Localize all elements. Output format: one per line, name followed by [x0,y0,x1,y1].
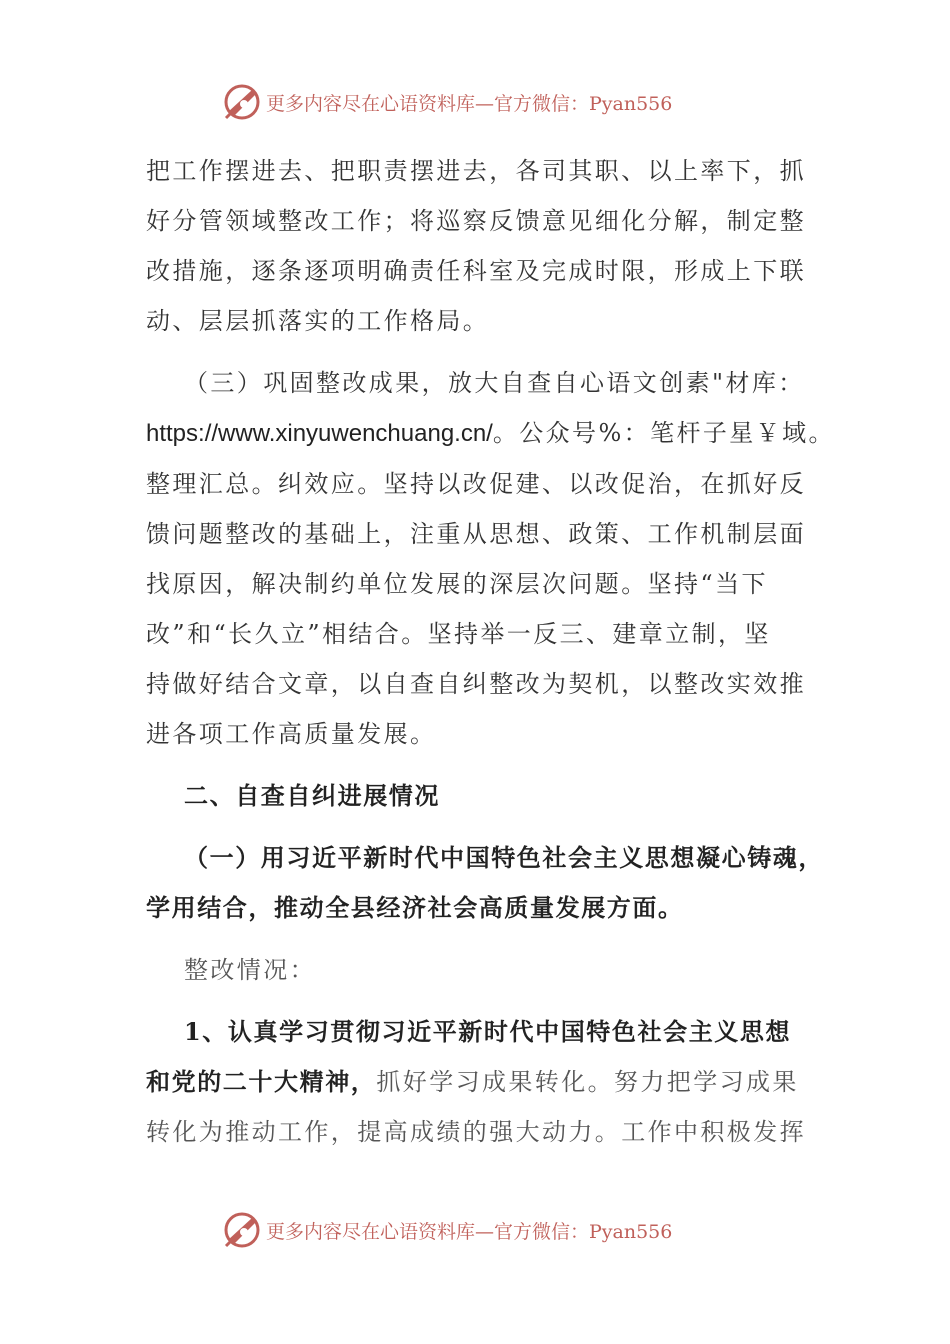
text-line: 持做好结合文章，以自查自纠整改为契机，以整改实效推 [146,670,806,698]
section-heading: 二、自查自纠进展情况 [184,781,440,810]
text-line: 改”和“长久立”相结合。坚持举一反三、建章立制，坚 [146,620,771,648]
pen-logo-icon [222,82,262,122]
text-line: 整理汇总。纠效应。坚持以改促建、以改促治，在抓好反 [146,470,806,498]
document-body [146,146,835,1157]
text-line: 好分管领域整改工作；将巡察反馈意见细化分解，制定整 [146,207,806,235]
text-line: （三）巩固整改成果，放大自查自心语文创素"材库： [184,369,805,397]
text-fragment: 抓好学习成果转化。努力把学习成果 [376,1068,799,1096]
text-line-mixed [146,1057,826,1107]
text-line: 1、认真学习贯彻习近平新时代中国特色社会主义思想 [184,1017,792,1046]
source-link[interactable]: https://www.xinyuwenchuang.cn/ [146,420,493,447]
text-line: 进各项工作高质量发展。 [146,720,437,748]
banner-text: 更多内容尽在心语资料库—官方微信：Pyan556 [266,1220,673,1243]
text-line: 馈问题整改的基础上，注重从思想、政策、工作机制层面 [146,520,806,548]
status-label: 整改情况： [184,956,316,984]
subsection-heading [146,833,826,933]
text-line: （一）用习近平新时代中国特色社会主义思想凝心铸魂， [184,843,824,872]
text-line: 转化为推动工作，提高成绩的强大动力。工作中积极发挥 [146,1118,806,1146]
paragraph-consolidate [146,358,835,759]
text-line: 把工作摆进去、把职责摆进去，各司其职、以上率下，抓 [146,157,806,185]
header-banner [222,80,672,124]
pen-logo-icon [222,1210,262,1250]
paragraph-responsibility [146,146,826,346]
text-line: 找原因，解决制约单位发展的深层次问题。坚持“当下 [146,570,768,598]
item-1 [146,1007,826,1157]
bold-fragment: 和党的二十大精神， [146,1067,377,1096]
text-line-with-url [146,408,835,459]
text-fragment: 。公众号%：笔杆子星￥域。 [492,419,835,447]
text-line: 改措施，逐条逐项明确责任科室及完成时限，形成上下联 [146,257,806,285]
footer-banner [222,1208,672,1252]
text-line: 动、层层抓落实的工作格局。 [146,307,490,335]
banner-text: 更多内容尽在心语资料库—官方微信：Pyan556 [266,92,673,115]
text-line: 学用结合，推动全县经济社会高质量发展方面。 [146,893,684,922]
